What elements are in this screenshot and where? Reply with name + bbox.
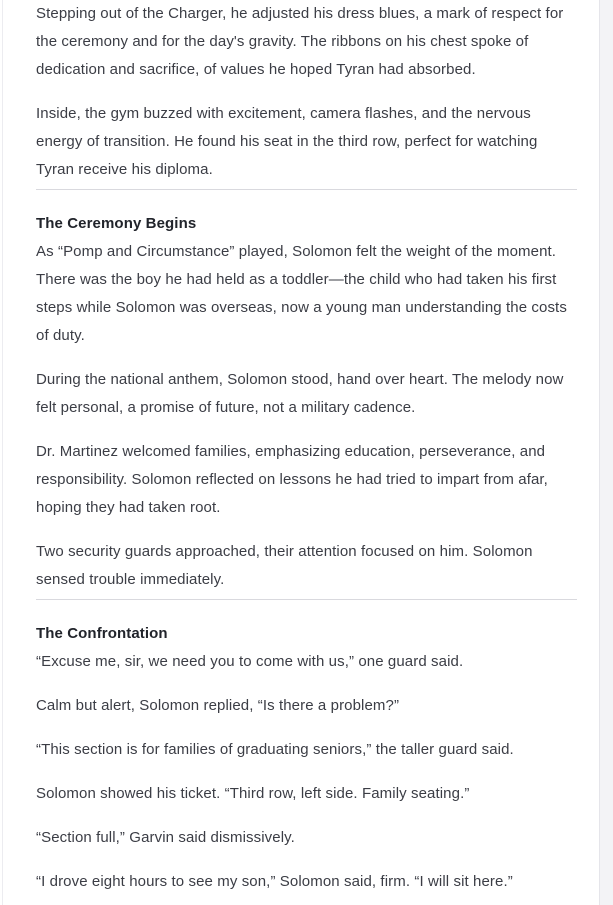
section-text: “Excuse me, sir, we need you to come with us,” one guard said.: [36, 653, 464, 670]
section-heading: The Confrontation: [36, 625, 168, 642]
story-paragraph: Solomon showed his ticket. “Third row, left side. Family seating.”: [36, 785, 470, 802]
story-paragraph: Inside, the gym buzzed with excitement, camera flashes, and the nervous energy of transition. He found his seat in the third row, perfect for watching Tyran receive his diploma.: [36, 105, 538, 178]
story-paragraph: Dr. Martinez welcomed families, emphasizing education, perseverance, and responsibility. Solomon reflected on lessons he had tried to impart from afar, hoping they had taken root.: [36, 443, 548, 516]
story-paragraph: Two security guards approached, their attention focused on him. Solomon sensed trouble immediately.: [36, 543, 533, 588]
story-paragraph: During the national anthem, Solomon stood, hand over heart. The melody now felt personal, a promise of future, not a military cadence.: [36, 371, 564, 416]
section-heading: The Ceremony Begins: [36, 215, 197, 232]
story-section: [36, 620, 577, 676]
page-gutter: [599, 0, 613, 905]
story-paragraph: “I drove eight hours to see my son,” Solomon said, firm. “I will sit here.”: [36, 873, 513, 890]
section-divider: [36, 189, 577, 190]
section-text: As “Pomp and Circumstance” played, Solomon felt the weight of the moment. There was the boy he had held as a toddler—the child who had taken his first steps while Solomon was overseas, now a young man understanding the costs of duty.: [36, 243, 567, 344]
story-paragraph: “This section is for families of graduating seniors,” the taller guard said.: [36, 741, 514, 758]
card-left-border: [2, 0, 3, 905]
article-content: [36, 0, 577, 904]
story-section: [36, 210, 577, 350]
story-paragraph: “Section full,” Garvin said dismissively.: [36, 829, 295, 846]
story-paragraph: Calm but alert, Solomon replied, “Is there a problem?”: [36, 697, 400, 714]
story-paragraph: Stepping out of the Charger, he adjusted his dress blues, a mark of respect for the ceremony and for the day's gravity. The ribbons on his chest spoke of dedication and sacrifice, of values he hoped Tyran had absorbed.: [36, 5, 564, 78]
section-divider: [36, 599, 577, 600]
